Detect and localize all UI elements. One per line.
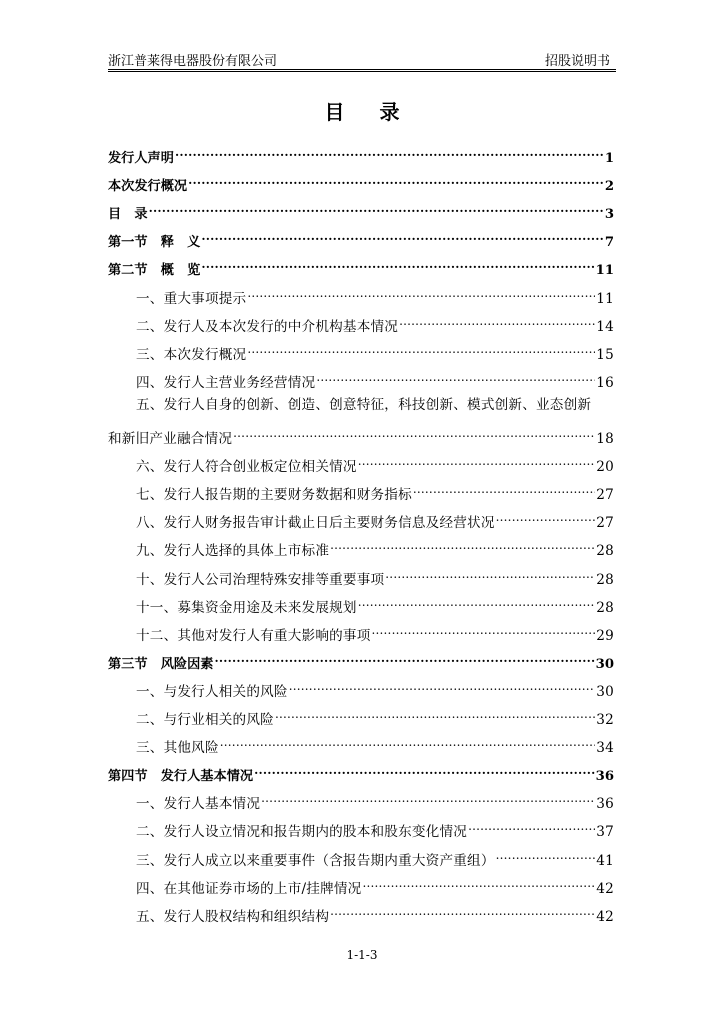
toc-page-number: 3 — [604, 207, 614, 223]
toc-section-entry[interactable] — [108, 648, 614, 672]
toc-dot-leader — [358, 451, 596, 471]
toc-page-number: 32 — [596, 712, 614, 728]
toc-page-number: 30 — [595, 656, 614, 672]
toc-dot-leader — [275, 704, 595, 724]
toc-page-number: 20 — [596, 459, 614, 476]
toc-entry-label: 三、本次发行概况 — [136, 346, 247, 363]
toc-entry-label: 二、发行人设立情况和报告期内的股本和股东变化情况 — [136, 824, 468, 841]
toc-entry-label: 五、发行人自身的创新、创造、创意特征，科技创新、模式创新、业态创新 — [136, 396, 592, 413]
toc-entry-label: 二、发行人及本次发行的中介机构基本情况 — [136, 318, 399, 335]
toc-section-entry[interactable] — [108, 254, 614, 279]
toc-entry-label: 五、发行人股权结构和组织结构 — [136, 908, 330, 925]
toc-entry-label: 一、发行人基本情况 — [136, 796, 261, 813]
toc-entry-label: 三、发行人成立以来重要事件（含报告期内重大资产重组） — [136, 852, 495, 869]
toc-dot-leader — [362, 873, 595, 893]
toc-subsection-entry[interactable] — [136, 535, 614, 560]
toc-page-number: 27 — [596, 515, 614, 532]
toc-subsection-entry[interactable] — [136, 311, 614, 335]
toc-dot-leader — [188, 170, 604, 190]
toc-page-number: 36 — [595, 769, 614, 785]
toc-entry-label: 第四节 发行人基本情况 — [108, 769, 254, 785]
toc-page-number: 11 — [596, 290, 614, 307]
toc-subsection-entry[interactable] — [136, 592, 614, 616]
toc-subsection-entry[interactable] — [136, 564, 614, 588]
toc-entry-label: 第三节 风险因素 — [108, 656, 214, 672]
toc-section-entry[interactable] — [108, 170, 614, 195]
toc-page-number: 14 — [596, 318, 614, 335]
toc-entry-label: 一、重大事项提示 — [136, 290, 247, 307]
toc-entry-label: 第一节 释 义 — [108, 235, 201, 251]
toc-page-number: 28 — [596, 571, 614, 588]
toc-entry-label: 十、发行人公司治理特殊安排等重要事项 — [136, 571, 385, 588]
toc-dot-leader — [215, 648, 595, 668]
toc-page-number: 34 — [596, 740, 614, 757]
toc-page-number: 1 — [604, 151, 614, 166]
toc-dot-leader — [496, 507, 596, 527]
toc-page-number: 42 — [596, 880, 614, 897]
toc-subsection-entry[interactable] — [136, 676, 614, 700]
toc-dot-leader — [330, 901, 595, 921]
toc-dot-leader — [201, 226, 604, 246]
toc-page-number: 15 — [596, 346, 614, 363]
toc-section-entry[interactable] — [108, 226, 614, 251]
toc-entry-label: 六、发行人符合创业板定位相关情况 — [136, 459, 357, 476]
toc-page-number: 11 — [595, 263, 614, 279]
page-title: 目 录 — [324, 100, 414, 124]
toc-subsection-entry[interactable] — [136, 845, 614, 869]
toc-entry-label: 十一、募集资金用途及未来发展规划 — [136, 599, 357, 616]
toc-dot-leader — [385, 564, 595, 584]
toc-page-number: 36 — [596, 796, 614, 813]
toc-dot-leader — [468, 816, 595, 836]
toc-entry-label: 十二、其他对发行人有重大影响的事项 — [136, 627, 371, 644]
toc-subsection-entry[interactable] — [136, 620, 614, 644]
toc-subsection-entry[interactable] — [136, 873, 614, 897]
toc-page-number: 2 — [604, 179, 614, 195]
page-number: 1-1-3 — [346, 948, 378, 962]
toc-dot-leader — [220, 732, 596, 752]
toc-page-number: 30 — [596, 683, 614, 700]
toc-subsection-entry[interactable] — [136, 451, 614, 476]
toc-entry-label: 四、在其他证券市场的上市/挂牌情况 — [136, 880, 362, 897]
toc-subsection-entry[interactable] — [136, 816, 614, 841]
toc-subsection-entry[interactable] — [136, 283, 614, 307]
toc-subsection-entry[interactable] — [136, 788, 614, 813]
toc-entry-label: 发行人声明 — [108, 151, 174, 166]
toc-dot-leader — [289, 676, 596, 696]
toc-subsection-entry[interactable] — [108, 423, 614, 447]
header-divider — [108, 69, 616, 72]
toc-page-number: 29 — [596, 627, 614, 644]
toc-dot-leader — [175, 142, 604, 162]
toc-dot-leader — [358, 592, 596, 612]
toc-dot-leader — [247, 339, 595, 359]
toc-subsection-entry[interactable] — [136, 339, 614, 363]
toc-page-number: 41 — [596, 852, 614, 869]
toc-subsection-entry[interactable] — [136, 367, 614, 391]
toc-dot-leader — [149, 198, 604, 218]
toc-dot-leader — [247, 283, 595, 303]
header-document-type: 招股说明书 — [544, 54, 610, 69]
toc-section-entry[interactable] — [108, 198, 614, 223]
toc-subsection-entry[interactable] — [136, 901, 614, 925]
toc-entry-label: 七、发行人报告期的主要财务数据和财务指标 — [136, 487, 412, 504]
toc-page-number: 7 — [604, 235, 614, 251]
header-company-name: 浙江普莱得电器股份有限公司 — [108, 54, 278, 69]
toc-entry-label: 九、发行人选择的具体上市标准 — [136, 543, 330, 560]
toc-section-entry[interactable] — [108, 142, 614, 166]
toc-subsection-entry[interactable] — [136, 479, 614, 504]
toc-section-entry[interactable] — [108, 760, 614, 785]
toc-entry-label: 二、与行业相关的风险 — [136, 712, 274, 728]
toc-entry-label: 八、发行人财务报告审计截止日后主要财务信息及经营状况 — [136, 515, 495, 532]
toc-page-number: 27 — [596, 487, 614, 504]
toc-page-number: 37 — [596, 824, 614, 841]
toc-entry-label: 第二节 概 览 — [108, 263, 201, 279]
toc-entry-label: 本次发行概况 — [108, 179, 188, 195]
toc-page-number: 28 — [596, 599, 614, 616]
toc-dot-leader — [201, 254, 594, 274]
toc-dot-leader — [399, 311, 595, 331]
toc-subsection-entry[interactable] — [136, 732, 614, 757]
toc-dot-leader — [233, 423, 595, 443]
toc-entry-label: 一、与发行人相关的风险 — [136, 683, 288, 700]
toc-entry-label: 四、发行人主营业务经营情况 — [136, 374, 316, 391]
toc-entry-label: 三、其他风险 — [136, 740, 219, 757]
toc-dot-leader — [413, 479, 595, 499]
toc-dot-leader — [496, 845, 596, 865]
toc-dot-leader — [316, 367, 595, 387]
page-header — [108, 50, 616, 70]
toc-subsection-entry[interactable] — [136, 507, 614, 532]
toc-page-number: 42 — [596, 908, 614, 925]
toc-subsection-entry[interactable] — [136, 704, 614, 728]
toc-dot-leader — [330, 535, 595, 555]
toc-entry-label: 目 录 — [108, 207, 148, 223]
toc-dot-leader — [261, 788, 595, 808]
toc-page-number: 18 — [596, 431, 614, 447]
toc-dot-leader — [372, 620, 596, 640]
toc-page-number: 16 — [596, 374, 614, 391]
toc-subsection-entry[interactable] — [136, 395, 614, 415]
toc-page-number: 28 — [596, 543, 614, 560]
toc-dot-leader — [254, 760, 595, 780]
toc-entry-label: 和新旧产业融合情况 — [108, 431, 233, 447]
